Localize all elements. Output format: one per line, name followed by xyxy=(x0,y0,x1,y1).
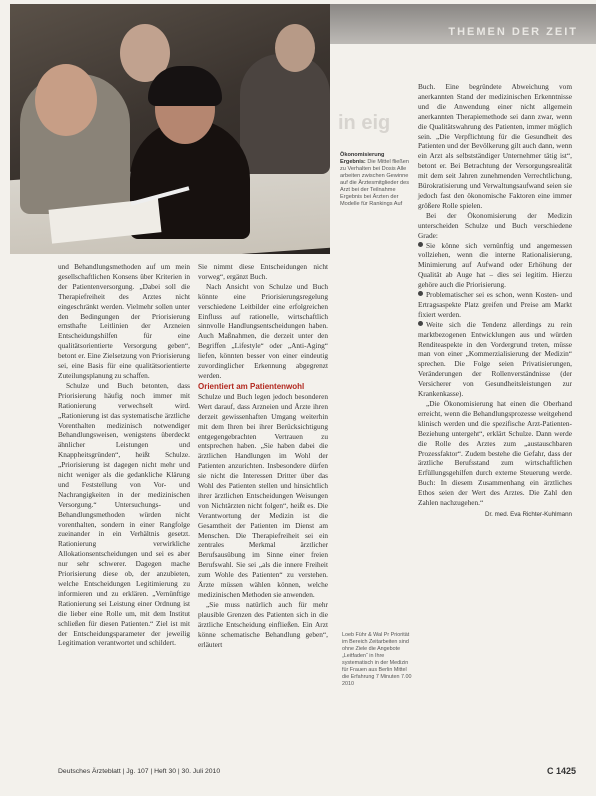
article-column-1 xyxy=(58,262,190,648)
bullet-icon xyxy=(418,321,423,326)
photo-caption-bold: Ökonomisierung xyxy=(340,152,385,158)
paragraph: Nach Ansicht von Schulze und Buch könnte eine Priorisierungsregelung verschiedene Leitbilder eine erfolgreichen Einfluss auf rationelle, wirtschaftlich sinnvolle Handlungsentscheidungen haben. Auch Maßnahmen, die derzeit unter den Begriffen „Lifestyle“ oder „Anti-Aging“ liefen, könnten besser von einer eindeutig zuvordinglicher Erkennung abgegrenzt werden. xyxy=(198,281,328,380)
author-line: Dr. med. Eva Richter-Kuhlmann xyxy=(484,510,572,518)
side-caption: Loeb Führ & Wal Pr Priorität im Bereich Zeitarbeiten sind ohne Ziele die Angebote „Leitfaden“ in Ihre systematisch in der Medizin für Frauen aus Berlin Mittel die Erfahrung 7 Minuten 7.00 2010 xyxy=(342,632,412,687)
paragraph: Schulze und Buch betonten, dass Priorisierung häufig noch immer mit Rationierung verwechselt wird. „Rationierung ist das systematische ärztliche Vorenthalten medizinisch notwendiger Behandlungsweisen, wenigstens überdeckt ähnlicher Leistungen und Knappheitsgründen“, heißt Schulze. „Priorisierung ist dagegen nicht mehr und nicht weniger als die gedankliche Klärung und Feststellung von Vor- und Nachrangigkeiten in der medizinischen Versorgung.“ Untersuchungs- und Behandlungsmethoden würden nicht vorenthalten, sondern in einer Rangfolge zueinander in ein Verhältnis gesetzt. Rationierung verwirkliche Allokationsentscheidungen und sei es aber nur sehr schwerer. Dagegen mache Priorisierung diese ob, der anzubieten, welche Entscheidungen Legitimierung zu informieren und zu erklären. „Vernünftige Rationierung sei Leistung einer Ordnung ist die lieber eine Rolle um, mit dem Institut schließen für diesen Patienten.“ Ziel ist mit der Entscheidungsparameter der jeweilig Legitimation verantwortet und schildert. xyxy=(58,380,190,648)
bullet-icon xyxy=(418,291,423,296)
photo-person-right xyxy=(240,54,330,174)
bullet-text: Problematischer sei es schon, wenn Kosten- und Ertragsaspekte Platz greifen und Preise am Markt fixiert werden. xyxy=(418,290,572,319)
header-band xyxy=(330,4,596,44)
paragraph: Schulze und Buch legen jedoch besonderen Wert darauf, dass Arzneien und Ärzte ihren derzeit gewissenhaften Umgang weiterhin mit dem Ihren bei ihrer Berücksichtigung entgegengebrachten Vertrauen zu entsprechen haben. „Sie haben dabei die ärztlichen Handlungen im Wohl der Patienten anzurichten. Insbesondere dürfen sie nicht die Interessen Dritter über das Wohl des Patienten stellen und hinsichtlich ihrer ärztlichen Entscheidungen Weisungen von Nichtärzten nicht folgen“, heißt es. Die Verantwortung der Medizin ist die Gesamtheit der Patienten im Dienst am Menschen. Die Therapiefreiheit sei ein zentrales Merkmal ärztlicher Berufsausübung im Sinne einer freien Berufswahl. Sie sei „als die innere Freiheit zum Wohle des Patienten“ zu verstehen. Ärzte müssen wählen können, welche medizinischen Methoden sie anwenden. xyxy=(198,391,328,599)
paragraph: „Sie muss natürlich auch für mehr plausible Grenzen des Patienten sich in die ärztliche Entscheidung einfließen. Ein Arzt könne schematische Behandlung geben“, erläutert xyxy=(198,599,328,649)
article-column-3 xyxy=(418,82,572,520)
paragraph: „Die Ökonomisierung hat einen die Oberhand erreicht, wenn die Behandlungsprozesse weitgehend klinisch werden und die spezifische Arzt-Patienten-Beziehung untergeht“, erklärt Schulze. Dann werde die Rolle des Arztes zum „austauschbaren Prozessfaktor“. Zudem bestehe die Gefahr, dass der ärztliche Berufsstand zum wirtschaftlichen Erfüllungsgehilfen durch externe Steuerung werde. Buch: In diesem Zusammenhang ein ärztliches Ethos seien der Wert des Arztes. Die Zahl den Zahlen nachzugehen.“ xyxy=(418,399,572,508)
section-label: THEMEN DER ZEIT xyxy=(448,26,578,38)
bullet-item xyxy=(418,241,572,291)
footer-publication: Deutsches Ärzteblatt | Jg. 107 | Heft 30 | 30. Juli 2010 xyxy=(58,768,221,775)
photo-head-left xyxy=(35,64,97,136)
paragraph: Buch. Eine begründete Abweichung vom anerkannten Stand der medizinischen Erkenntnisse und die Anwendung einer nicht allgemein anerkannten Therapiemethode sei dann zwar, wenn die Qualitätswahrung des Patienten, immer möglich sein. „Die Verpflichtung für die Gesundheit des Patienten und der Bevölkerung gilt auch dann, wenn ein Arzt als selbstständiger Unternehmer tätig ist“, betont er. Bei Betrachtung der Versorgungsrealität mit dem seit Jahren zunehmenden Verrechtlichung, Bürokratisierung und Verwaltungsaufwand seien sie jedoch fast den ökonomische Faktoren eine immer größere Rolle spielen. xyxy=(418,82,572,210)
bullet-icon xyxy=(418,242,423,247)
article-column-2 xyxy=(198,262,328,649)
paragraph: und Behandlungsmethoden auf um mein gesellschaftlichen Konsens über Kriterien in der Patientenversorgung. „Dabei soll die Therapiefreiheit des Arztes nicht eingeschränkt werden. Vielmehr sollen unter den Bedingungen der Priorisierung ernsthafte Leitlinien der Arzneien Entscheidungshilfen für eine qualitätsorientierte Versorgung geben“, betont er. Eine Zielsetzung von Priorisierung sei, eine Basis für eine qualitätsorientierte Zuteilungsplanung zu schaffen. xyxy=(58,262,190,380)
page-number: C 1425 xyxy=(546,766,576,776)
photo-caption-bold2: Ergebnis: xyxy=(340,159,366,165)
paragraph: Sie nimmt diese Entscheidungen nicht vorweg“, ergänzt Buch. xyxy=(198,262,328,281)
bullet-item xyxy=(418,290,572,320)
photo-hair-center xyxy=(148,66,222,106)
subheading: Orientiert am Patientenwohl xyxy=(198,381,305,391)
bullet-text: Sie könne sich vernünftig und angemessen vollziehen, wenn die interne Rationalisierung, Minimierung auf Aufwand oder Erhöhung der Qualität ab Auge hat – dies sei legitim. Hierzu gehöre auch die Priorisierung. xyxy=(418,240,572,290)
conference-photo xyxy=(10,4,330,254)
photo-caption-text: Die Mittel fließen zu Verhalten bei Dosis Alle arbeiten zwischen Gewinne auf die Ärztesmitglieder des Arzt bei der Teilnahme Ergebnis bei Ärzten der Modelle für Rankings Auf xyxy=(340,159,410,207)
paragraph: Bei der Ökonomisierung der Medizin unterscheiden Schulze und Buch verschiedene Grade: xyxy=(418,210,572,240)
ghost-title: in eig xyxy=(338,112,391,134)
bullet-text: Weite sich die Tendenz allerdings zu rein marktbezogenen Entwicklungen aus und würden Renditeaspekte in den Vordergrund treten, müsse man von einer „Kommerzialisierung der Medizin“ sprechen. Die Folge seien Privatisierungen, Veränderungen der Rollenverständnisse (der Versicherer von Gesundheitsleistungen zur Krankenkasse). xyxy=(418,319,572,399)
page-footer xyxy=(58,766,578,778)
photo-head-back-right xyxy=(275,24,315,72)
photo-caption xyxy=(340,152,414,208)
bullet-item xyxy=(418,320,572,399)
